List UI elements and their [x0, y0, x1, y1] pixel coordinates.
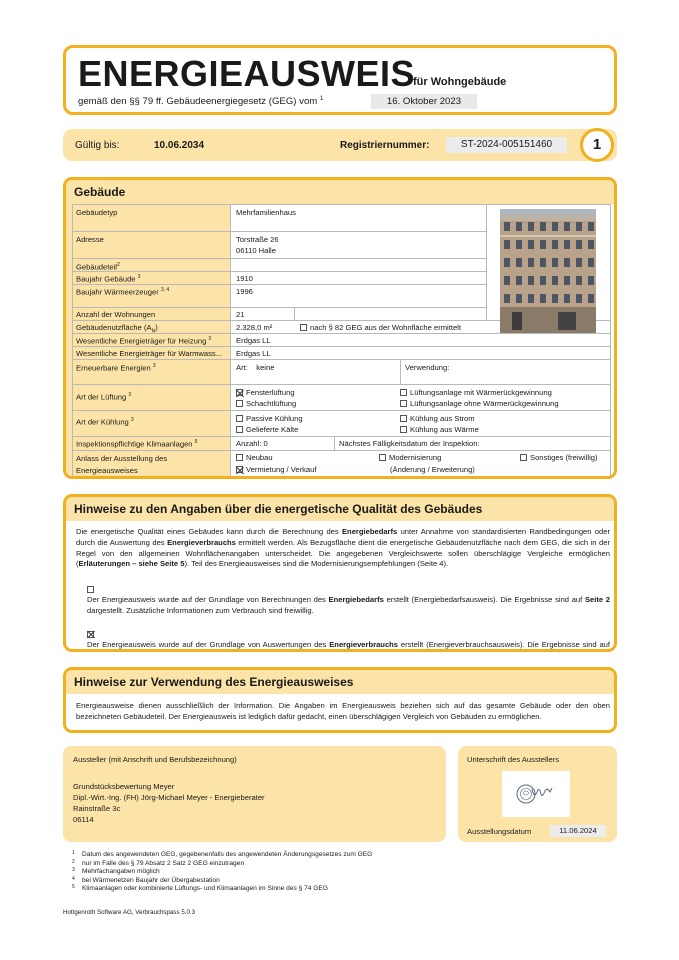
address-label: Adresse	[76, 235, 104, 244]
issuer-line1: Grundstücksbewertung Meyer	[73, 782, 175, 791]
cooling-electric[interactable]: Kühlung aus Strom	[400, 414, 475, 423]
reason-rent-sale-checkbox[interactable]	[236, 466, 243, 473]
footnote-number: 3	[72, 867, 75, 874]
renewables-label: Erneuerbare Energien $^3$	[76, 363, 156, 373]
header-box	[63, 45, 617, 115]
quality-hints-body	[76, 527, 610, 652]
law-prefix: gemäß den §§ 79 ff. Gebäudeenergiegesetz (GEG) vom	[78, 96, 318, 108]
renewables-use-label: Verwendung:	[405, 363, 450, 372]
registration-label: Registriernummer:	[340, 140, 430, 151]
ventilation-shaft-checkbox[interactable]	[236, 400, 243, 407]
reason-new-building-checkbox[interactable]	[236, 454, 243, 461]
reason-other[interactable]: Sonstiges (freiwillig)	[520, 453, 598, 462]
footnote-text: Datum des angewendeten GEG, gegebenenfalls des angewendeten Änderungsgesetzes zum GEG	[82, 851, 373, 858]
issue-date-label: Ausstellungsdatum	[467, 827, 532, 836]
reason-modernisation-detail: (Änderung / Erweiterung)	[390, 465, 475, 474]
law-reference	[78, 96, 323, 107]
demand-based-option[interactable]: Der Energieausweis wurde auf der Grundlage von Berechnungen des Energiebedarfs erstellt (Energiebedarfsausweis). Die Ergebnisse sind auf Seite 2 dargestellt. Zusätzliche Informationen zum Verbrauch sind freiwillig.	[76, 577, 610, 617]
energy-water-label: Wesentliche Energieträger für Warmwass...	[76, 349, 223, 358]
ventilation-with-recovery[interactable]: Lüftungsanlage mit Wärmerückgewinnung	[400, 388, 552, 397]
ac-label: Inspektionspflichtige Klimaanlagen $^5$	[76, 439, 198, 449]
reason-modernisation[interactable]: Modernisierung	[379, 453, 441, 462]
quality-hints-heading: Hinweise zu den Angaben über die energetische Qualität des Gebäudes	[66, 497, 614, 521]
cooling-passive[interactable]: Passive Kühlung	[236, 414, 303, 423]
reason-label-2: Energieausweises	[76, 466, 138, 475]
ventilation-without-recovery-checkbox[interactable]	[400, 400, 407, 407]
cooling-heat-checkbox[interactable]	[400, 426, 407, 433]
issuer-line3: Rainstraße 3c	[73, 804, 121, 813]
footnote-4	[72, 877, 452, 886]
document-title: ENERGIEAUSWEIS	[78, 53, 416, 94]
usage-hints-heading: Hinweise zur Verwendung des Energieausweises	[66, 670, 614, 694]
footnote-text: Mehrfachangaben möglich	[82, 868, 160, 876]
usage-hints-box	[63, 667, 617, 733]
ventilation-without-recovery[interactable]: Lüftungsanlage ohne Wärmerückgewinnung	[400, 399, 559, 408]
footnote-text: nur im Falle des § 79 Absatz 2 Satz 2 GEG einzutragen	[82, 859, 245, 867]
reason-new-building[interactable]: Neubau	[236, 453, 273, 462]
consumption-based-option[interactable]: Der Energieausweis wurde auf der Grundlage von Auswertungen des Energieverbrauchs erstellt (Energieverbrauchsausweis). Die Ergebnisse sind auf	[76, 622, 610, 652]
footnote-1	[72, 851, 452, 860]
ventilation-label: Art der Lüftung $^3$	[76, 392, 132, 402]
ventilation-shaft[interactable]: Schachtlüftung	[236, 399, 296, 408]
cooling-passive-checkbox[interactable]	[236, 415, 243, 422]
energy-heating-label: Wesentliche Energieträger für Heizung $^3$	[76, 336, 212, 346]
footnote-5	[72, 885, 452, 894]
validity-bar	[63, 129, 617, 161]
heater-year-value: 1996	[236, 287, 253, 296]
footnote-number: 2	[72, 858, 75, 865]
document-subtitle: für Wohngebäude	[413, 76, 507, 88]
floor-area-label: Gebäudenutzfläche $(A_N)$	[76, 323, 158, 335]
building-heading: Gebäude	[66, 180, 614, 204]
address-line1: Torstraße 26	[236, 235, 279, 244]
cooling-electric-checkbox[interactable]	[400, 415, 407, 422]
footnotes	[72, 851, 452, 894]
ventilation-window-checkbox[interactable]	[236, 389, 243, 396]
signature-label: Unterschrift des Ausstellers	[467, 755, 560, 764]
renewables-type: Art: keine	[236, 363, 275, 372]
energy-water-value: Erdgas LL	[236, 349, 271, 358]
floor-area-checkbox[interactable]	[300, 324, 307, 331]
issuer-line2: Dipl.-Wirt.-Ing. (FH) Jörg-Michael Meyer - Energieberater	[73, 793, 265, 802]
footnote-3	[72, 868, 452, 877]
software-credit: Hottgenroth Software AG, Verbrauchspass 5.0.3	[63, 909, 196, 916]
units-value: 21	[236, 310, 245, 319]
building-type-value: Mehrfamilienhaus	[236, 208, 296, 217]
footnote-text: Klimaanlagen oder kombinierte Lüftungs- und Klimaanlagen im Sinne des § 74 GEG	[82, 885, 328, 893]
building-box	[63, 177, 617, 479]
ventilation-window[interactable]: Fensterlüftung	[236, 388, 295, 397]
cooling-delivered-checkbox[interactable]	[236, 426, 243, 433]
valid-until-date: 10.06.2034	[154, 140, 205, 151]
construction-year-value: 1910	[236, 274, 253, 283]
law-date: 16. Oktober 2023	[371, 94, 477, 109]
footnote-2	[72, 860, 452, 869]
cooling-label: Art der Kühlung $^3$	[76, 417, 134, 427]
law-footnote: 1	[319, 96, 324, 102]
ac-next-inspection: Nächstes Fälligkeitsdatum der Inspektion:	[339, 439, 480, 448]
consumption-based-checkbox[interactable]	[87, 631, 94, 638]
registration-number: ST-2024-005151460	[446, 137, 567, 153]
building-part-label: Gebäudeteil$^2$	[76, 262, 120, 272]
quality-hints-box	[63, 494, 617, 652]
usage-hints-text: Energieausweise dienen ausschließlich der Information. Die Angaben im Energieausweis beziehen sich auf das gesamte Gebäude oder den oben bezeichneten Gebäudeteil. Der Energieausweis ist lediglich dafür gedacht, einen überschlägigen Vergleich von Gebäuden zu ermöglichen.	[76, 701, 610, 721]
heater-year-label: Baujahr Wärmeerzeuger $^{3, 4}$	[76, 287, 170, 297]
issuer-box	[63, 746, 446, 842]
floor-area-option[interactable]: nach § 82 GEG aus der Wohnfläche ermittelt	[300, 323, 461, 332]
cooling-delivered[interactable]: Gelieferte Kälte	[236, 425, 298, 434]
issuer-label: Aussteller (mit Anschrift und Berufsbezeichnung)	[73, 755, 237, 764]
demand-based-checkbox[interactable]	[87, 586, 94, 593]
footnote-number: 1	[72, 850, 75, 856]
signature-stamp-icon	[502, 771, 570, 817]
footnote-number: 4	[72, 875, 75, 882]
signature-box	[458, 746, 617, 842]
units-label: Anzahl der Wohnungen	[76, 310, 156, 319]
reason-other-checkbox[interactable]	[520, 454, 527, 461]
valid-until-label: Gültig bis:	[75, 140, 120, 151]
footnote-number: 5	[72, 884, 75, 891]
cooling-heat[interactable]: Kühlung aus Wärme	[400, 425, 479, 434]
page-number-badge: 1	[580, 128, 614, 162]
ac-count: Anzahl: 0	[236, 439, 268, 448]
ventilation-with-recovery-checkbox[interactable]	[400, 389, 407, 396]
energy-heating-value: Erdgas LL	[236, 336, 271, 345]
address-line2: 06110 Halle	[236, 246, 276, 255]
floor-area-value: 2.328,0 m²	[236, 323, 273, 332]
construction-year-label: Baujahr Gebäude $^3$	[76, 274, 141, 284]
building-type-label: Gebäudetyp	[76, 208, 118, 217]
building-photo	[500, 209, 596, 333]
signature-area	[502, 771, 570, 817]
footnote-text: bei Wärmenetzen Baujahr der Übergabestation	[82, 876, 220, 884]
issue-date-value: 11.06.2024	[550, 825, 606, 837]
reason-modernisation-checkbox[interactable]	[379, 454, 386, 461]
reason-label-1: Anlass der Ausstellung des	[76, 454, 168, 463]
reason-rent-sale[interactable]: Vermietung / Verkauf	[236, 465, 317, 474]
quality-intro-paragraph: Die energetische Qualität eines Gebäudes kann durch die Berechnung des Energiebedarfs unter Annahme von standardisierten Randbedingungen oder durch die Auswertung des Energieverbrauchs ermittelt werden. Als Bezugsfläche dient die energetische Gebäudenutzfläche nach dem GEG, die sich in der Regel von den allgemeinen Wohnflächenangaben unterscheidet. Die angegebenen Vergleichswerte sollen überschlägige Vergleiche ermöglichen (Erläuterungen – siehe Seite 5). Teil des Energieausweises sind die Modernisierungsempfehlungen (Seite 4).	[76, 527, 610, 569]
issuer-line4: 06114	[73, 815, 94, 824]
